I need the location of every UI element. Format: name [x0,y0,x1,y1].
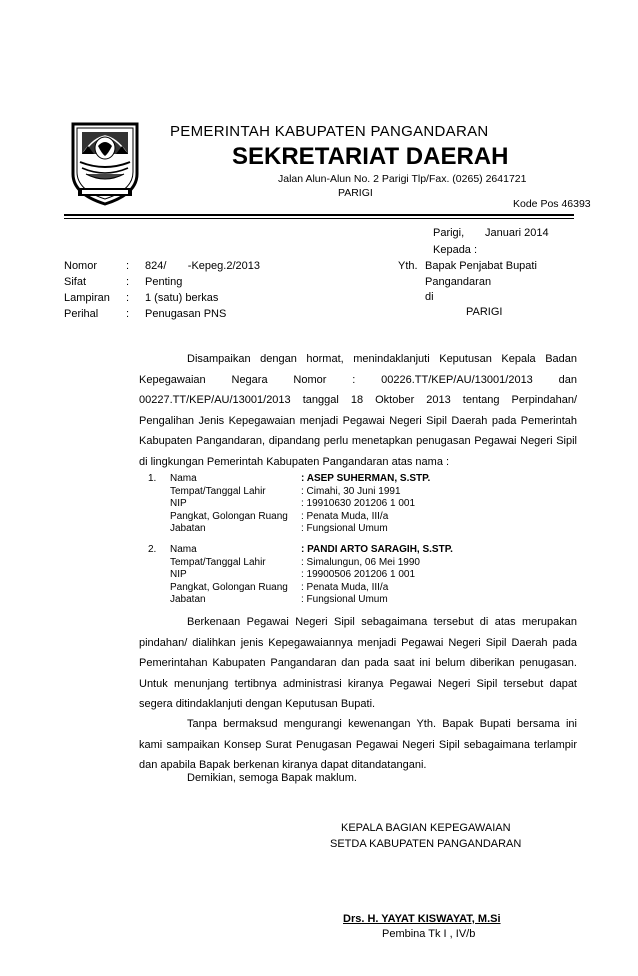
label-nip: NIP [170,498,187,510]
recipient-line-2: Pangandaran [425,276,492,288]
closing-sentence: Demikian, semoga Bapak maklum. [187,772,357,784]
person-rank: : Penata Muda, III/a [301,510,389,522]
person-position: : Fungsional Umum [301,523,388,535]
label-pangkat: Pangkat, Golongan Ruang [170,581,288,593]
lampiran-colon: : [126,292,130,304]
person-entry-1 [148,473,528,537]
label-ttl: Tempat/Tanggal Lahir [170,485,266,497]
person-number: 1. [148,473,157,484]
perihal-label: Perihal [64,308,99,320]
person-number: 2. [148,544,157,555]
label-jabatan: Jabatan [170,594,206,606]
nomor-label: Nomor [64,260,98,272]
person-nip: : 19910630 201206 1 001 [301,498,415,510]
letterhead-rule-thick [64,214,574,216]
recipient-line-3: di [425,291,434,303]
label-nama: Nama [170,544,197,555]
recipient-line-1: Bapak Penjabat Bupati [425,260,537,272]
signatory-name: Drs. H. YAYAT KISWAYAT, M.Si [343,913,501,925]
label-nama: Nama [170,473,197,484]
person-name: : ASEP SUHERMAN, S.STP. [301,473,431,484]
person-position: : Fungsional Umum [301,594,388,606]
kepada-label: Kepada : [433,244,478,256]
office-address: Jalan Alun-Alun No. 2 Parigi Tlp/Fax. (0265) 2641721 [278,173,527,185]
recipient-line-4: PARIGI [466,306,503,318]
postal-code: Kode Pos 46393 [513,198,591,210]
lampiran-value: 1 (satu) berkas [145,292,219,304]
label-ttl: Tempat/Tanggal Lahir [170,556,266,568]
sifat-colon: : [126,276,130,288]
person-birth: : Simalungun, 06 Mei 1990 [301,556,420,568]
person-name: : PANDI ARTO SARAGIH, S.STP. [301,544,453,555]
perihal-value: Penugasan PNS [145,308,227,320]
sifat-label: Sifat [64,276,87,288]
yth-label: Yth. [398,260,418,272]
regency-logo [68,118,142,206]
date-value: Januari 2014 [485,227,549,239]
government-name: PEMERINTAH KABUPATEN PANGANDARAN [170,123,489,140]
nomor-colon: : [126,260,130,272]
person-entry-2 [148,544,528,608]
date-place: Parigi, [433,227,465,239]
office-name: SEKRETARIAT DAERAH [232,143,509,170]
body-paragraph-2: Berkenaan Pegawai Negeri Sipil sebagaimana tersebut di atas merupakan pindahan/ dialihkan jenis Kepegawaiannya menjadi Pegawai Negeri Sipil Daerah pada Pemerintahan Kabupaten Pangandaran dan pada saat ini belum diberikan penugasan. Untuk menunjang tertibnya administrasi kiranya Pegawai Negeri Sipil tersebut dapat segera ditindaklanjuti dengan Keputusan Bupati. [139,616,577,710]
lampiran-label: Lampiran [64,292,110,304]
sifat-value: Penting [145,276,183,288]
office-city: PARIGI [338,187,373,199]
nomor-value: 824/ -Kepeg.2/2013 [145,260,260,272]
letterhead-rule-thin [64,218,574,219]
signatory-title-2: SETDA KABUPATEN PANGANDARAN [330,838,522,850]
body-paragraph-3: Tanpa bermaksud mengurangi kewenangan Yth. Bapak Bupati bersama ini kami sampaikan Konsep Surat Penugasan Pegawai Negeri Sipil sebagaimana terlampir dan apabila Bapak berkenan kiranya dapat ditandatangani. [139,718,577,771]
body-paragraph-1: Disampaikan dengan hormat, menindaklanjuti Keputusan Kepala Badan Kepegawaian Negara Nomor : 00226.TT/KEP/AU/13001/2013 dan 00227.TT/KEP/AU/13001/2013 tanggal 18 Oktober 2013 tentang Perpindahan/ Pengalihan Jenis Kepegawaian menjadi Pegawai Negeri Sipil Daerah pada Pemerintah Kabupaten Pangandaran, dipandang perlu menetapkan penugasan Pegawai Negeri Sipil di lingkungan Pemerintah Kabupaten Pangandaran atas nama : [139,353,577,468]
person-birth: : Cimahi, 30 Juni 1991 [301,485,401,497]
perihal-colon: : [126,308,130,320]
signatory-title-1: KEPALA BAGIAN KEPEGAWAIAN [341,822,511,834]
person-nip: : 19900506 201206 1 001 [301,569,415,581]
person-rank: : Penata Muda, III/a [301,581,389,593]
signatory-rank: Pembina Tk I , IV/b [382,928,476,940]
label-nip: NIP [170,569,187,581]
label-pangkat: Pangkat, Golongan Ruang [170,510,288,522]
label-jabatan: Jabatan [170,523,206,535]
